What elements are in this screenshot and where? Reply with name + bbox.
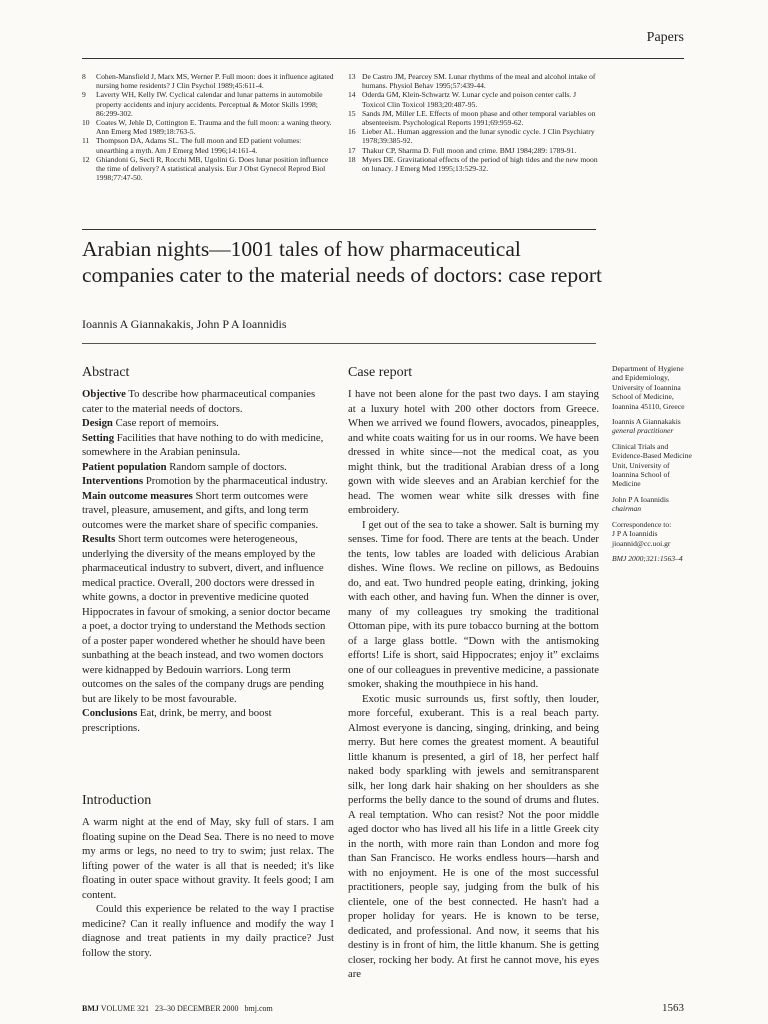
section-label: Papers bbox=[646, 30, 684, 45]
paragraph: Exotic music surrounds us, first softly, then louder, more forceful, exuberant. This is a real beach party. Almost everyone is dancing, singing, drinking, and being merry. But here comes the greatest moment. A beautiful little khanum is presented, a girl of 18, her perfect half naked body sparkling with jewels and semitransparent silk, her long dark hair shaking on her shoulders as she performs the belly dance to the sound of drums and flutes. A real temptation. Who can resist? Not the poor middle aged doctor who has lived all his life in a little Greek city in the north, with more rain than London and more fog than San Francisco. He works endless hours—harsh and with no enjoyment. He is one of the most successful practitioners, people say, judging from the bulk of his clientele, one of the best connected. He hasn't had a proper holiday for years. He is known to be terse, dedicated, and professional. And now, it seems that his destiny is in front of him, the little khanum. She is getting closer, rocking her body. At first he cannot move, his eyes are bbox=[348, 692, 599, 980]
abstract-setting: Setting Facilities that have nothing to do with medicine, somewhere in the Arabian peninsula. bbox=[82, 431, 324, 458]
article-title: Arabian nights—1001 tales of how pharmaceutical companies cater to the material needs of doctors: case report bbox=[82, 237, 602, 287]
reference-item: 12 Ghiandoni G, Secli R, Rocchi MB, Ugolini G. Does lunar position influence the time of delivery? A statistical analysis. Eur J Obst Gynecol Reprod Biol 1998;77:47-50. bbox=[82, 154, 329, 183]
author-sidebar bbox=[612, 364, 692, 569]
page-number: 1563 bbox=[662, 1002, 684, 1014]
abstract-population: Patient population Random sample of doctors. bbox=[82, 460, 287, 473]
author-2: John P A Ioannidis chairman bbox=[612, 494, 669, 514]
references-right bbox=[348, 72, 600, 173]
abstract-outcomes: Main outcome measures Short term outcomes were travel, pleasure, amusement, and gifts, and long term outcomes were the market share of specific companies. bbox=[82, 489, 319, 531]
reference-item: 13 De Castro JM, Pearcey SM. Lunar rhythms of the meal and alcohol intake of humans. Physiol Behav 1995;57:439-44. bbox=[348, 72, 596, 91]
abstract-results: Results Short term outcomes were heterogeneous, underlying the diversity of the means employed by the pharmaceutical industry to subvert, divert, and influence medical practice. Overall, 200 doctors were dressed in white gowns, a doctor in preventive medicine quoted Hippocrates in favour of smoking, a senior doctor became a poet, a doctor trying to understand the Methods section of a poster paper wondered whether he should have been sunbathing at the beach instead, and two women doctors were kidnapped by Bedouin warriors. Long term outcomes on the sales of the company drugs are pending but are likely to be most favourable. bbox=[82, 533, 331, 705]
abstract-conclusions: Conclusions Eat, drink, be merry, and boost prescriptions. bbox=[82, 707, 272, 734]
introduction-body bbox=[82, 815, 334, 960]
email-link[interactable]: jioannid@cc.uoi.gr bbox=[612, 538, 671, 548]
reference-item: 16 Lieber AL. Human aggression and the lunar synodic cycle. J Clin Psychiatry 1978;39:385-92. bbox=[348, 127, 595, 146]
reference-item: 15 Sands JM, Miller LE. Effects of moon phase and other temporal variables on absenteeism. Psychological Reports 1991;69:959-62. bbox=[348, 108, 596, 128]
abstract-heading: Abstract bbox=[82, 365, 130, 380]
reference-item: 9 Laverty WH, Kelly IW. Cyclical calendar and lunar patterns in automobile property accidents and injury accidents. Perceptual & Motor Skills 1998; 86:299-302. bbox=[82, 90, 323, 118]
correspondence: Correspondence to: J P A Ioannidis jioannid@cc.uoi.gr bbox=[612, 520, 692, 548]
reference-item: 10 Coates W, Jehle D, Cottington E. Trauma and the full moon: a waning theory. Ann Emerg Med 1989;18:763-5. bbox=[82, 118, 332, 137]
paragraph: I have not been alone for the past two days. I am staying at a luxury hotel with 200 other doctors from Greece. When we arrived we found flowers, avocados, pineapples, and white coats waiting for us in our rooms. We have been dressed in white since—not the medical coat, as you might think, but the traditional Arabian dress of a long gown with wide sleeves and an Arabian kerchief for the head. The women wear white silk dresses with fine embroidery. bbox=[348, 388, 599, 516]
author-1: Ioannis A Giannakakis general practitioner bbox=[612, 417, 681, 436]
reference-item: 18 Myers DE. Gravitational effects of the period of high tides and the new moon on lunacy. J Emerg Med 1995;13:529-32. bbox=[348, 154, 598, 174]
abstract-objective: Objective To describe how pharmaceutical companies cater to the material needs of doctors. bbox=[82, 388, 316, 415]
introduction-heading: Introduction bbox=[82, 793, 152, 808]
case-report-heading: Case report bbox=[348, 365, 413, 380]
affiliation-2: Clinical Trials and Evidence-Based Medicine Unit, University of Ioannina School of Medicine bbox=[612, 441, 692, 489]
section-divider bbox=[82, 229, 596, 230]
affiliation-1: Department of Hygiene and Epidemiology, University of Ioannina School of Medicine, Ioannina 45110, Greece bbox=[612, 364, 685, 411]
top-rule bbox=[82, 58, 684, 59]
references-left bbox=[82, 72, 334, 182]
abstract-interventions: Interventions Promotion by the pharmaceutical industry. bbox=[82, 475, 328, 487]
page-footer: BMJ VOLUME 321 23–30 DECEMBER 2000 bmj.com bbox=[82, 1004, 273, 1013]
abstract-body bbox=[82, 387, 332, 735]
paragraph: A warm night at the end of May, sky full of stars. I am floating supine on the Dead Sea. There is no need to move my arms or legs, no need to try to swim; just relax. The lifting power of the water is all that is needed; it's like floating in outer space without gravity. It feels good; I am content. bbox=[82, 816, 334, 901]
citation: BMJ 2000;321:1563–4 bbox=[612, 553, 683, 563]
authors-divider bbox=[82, 343, 596, 344]
case-report-body bbox=[348, 387, 599, 982]
reference-item: 14 Oderda GM, Klein-Schwartz W. Lunar cycle and poison center calls. J Toxicol Clin Toxicol 1983;20:487-95. bbox=[348, 90, 577, 109]
paragraph: Could this experience be related to the way I practise medicine? Can it really influence and modify the way I diagnose and treat patients in my daily practice? Just follow the story. bbox=[82, 903, 334, 959]
paragraph: I get out of the sea to take a shower. Salt is burning my senses. Time for food. There are tents at the beach. Under the tents, low tables are loaded with delicious Arabian dishes. Wine flows. We recline on pillows, as Bedouins do, and eat. Two hundred people eating, drinking, joking with each other, and having fun. When the dinner is over, many of my colleagues try smoking the traditional Ottoman pipe, with its pure tobacco burning at the bottom of a large glass bottle. “Down with the antismoking efforts! Life is short, said Hippocrates; enjoy it” exclaims one of our colleagues in preventive medicine, a passionate smoker, shaking the mouthpiece in his hand. bbox=[348, 518, 599, 690]
reference-item: 11 Thompson DA, Adams SL. The full moon and ED patient volumes: unearthing a myth. Am J Emerg Med 1996;14:161-4. bbox=[82, 136, 302, 155]
article-authors: Ioannis A Giannakakis, John P A Ioannidis bbox=[82, 317, 287, 331]
reference-item: 17 Thakur CP, Sharma D. Full moon and crime. BMJ 1984;289: 1789-91. bbox=[348, 145, 577, 155]
abstract-design: Design Case report of memoirs. bbox=[82, 417, 219, 429]
reference-item: 8 Cohen-Mansfield J, Marx MS, Werner P. Full moon: does it influence agitated nursing home residents? J Clin Psychol 1989;45:611-4. bbox=[82, 72, 334, 91]
